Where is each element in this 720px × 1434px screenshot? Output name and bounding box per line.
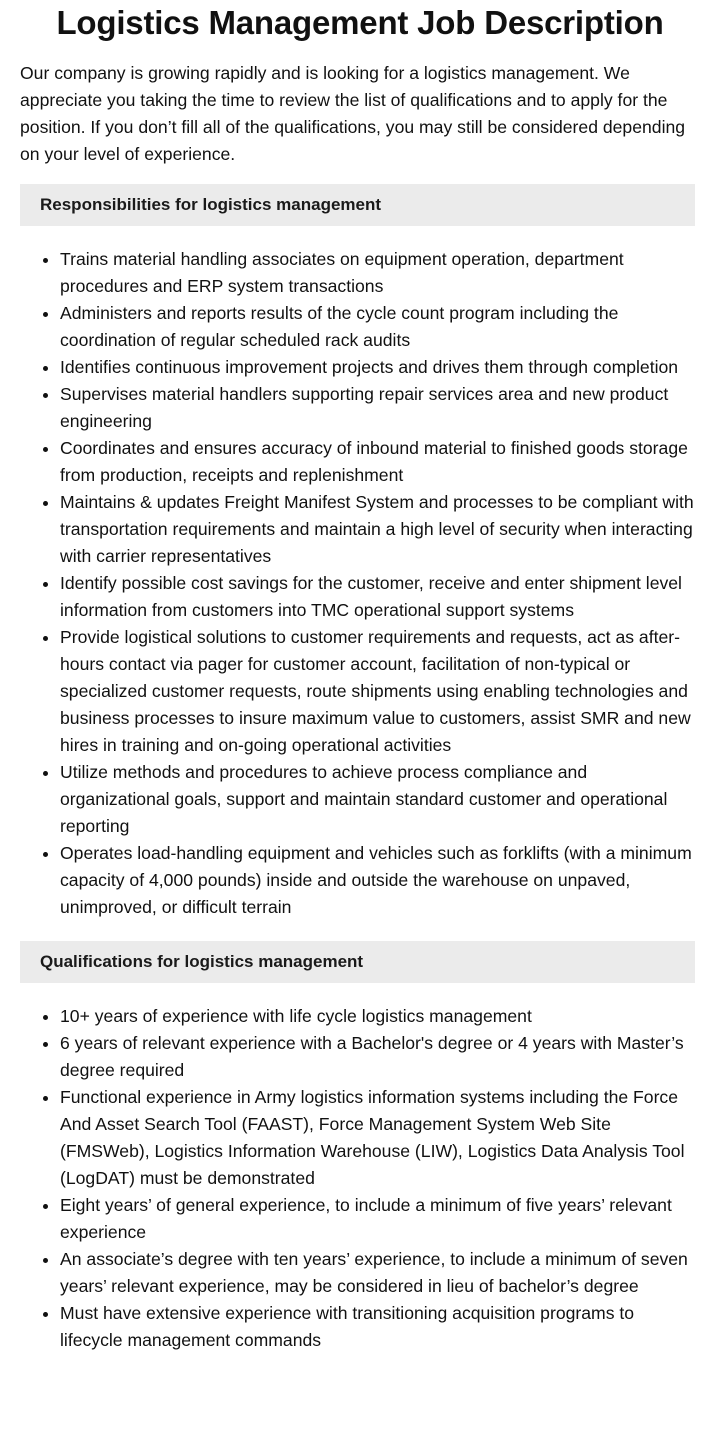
page-title: Logistics Management Job Description <box>56 4 664 41</box>
list-item: • Supervises material handlers supporting repair services area and new product engineering <box>60 381 700 435</box>
list-item: • Eight years’ of general experience, to include a minimum of five years’ relevant experience <box>60 1192 700 1246</box>
list-item: • 6 years of relevant experience with a Bachelor's degree or 4 years with Master’s degree required <box>60 1030 700 1084</box>
list-item: • Provide logistical solutions to customer requirements and requests, act as after-hours contact via pager for customer account, facilitation of non-typical or specialized customer requests, route shipments using enabling technologies and business processes to insure maximum value to customers, assist SMR and new hires in training and on-going operational activities <box>60 624 700 759</box>
responsibilities-list <box>20 246 700 921</box>
list-item: • 10+ years of experience with life cycle logistics management <box>60 1003 700 1030</box>
list-item: • Functional experience in Army logistics information systems including the Force And Asset Search Tool (FAAST), Force Management System Web Site (FMSWeb), Logistics Information Warehouse (LIW), Logistics Data Analysis Tool (LogDAT) must be demonstrated <box>60 1084 700 1192</box>
list-item: • An associate’s degree with ten years’ experience, to include a minimum of seven years’ relevant experience, may be considered in lieu of bachelor’s degree <box>60 1246 700 1300</box>
list-item: • Maintains & updates Freight Manifest System and processes to be compliant with transportation requirements and maintain a high level of security when interacting with carrier representatives <box>60 489 700 570</box>
list-item: • Identify possible cost savings for the customer, receive and enter shipment level information from customers into TMC operational support systems <box>60 570 700 624</box>
list-item: • Trains material handling associates on equipment operation, department procedures and ERP system transactions <box>60 246 700 300</box>
list-item: • Identifies continuous improvement projects and drives them through completion <box>60 354 700 381</box>
qualifications-heading: Qualifications for logistics management <box>20 941 695 983</box>
list-item: • Must have extensive experience with transitioning acquisition programs to lifecycle management commands <box>60 1300 700 1354</box>
responsibilities-heading: Responsibilities for logistics management <box>20 184 695 226</box>
list-item: • Operates load-handling equipment and vehicles such as forklifts (with a minimum capacity of 4,000 pounds) inside and outside the warehouse on unpaved, unimproved, or difficult terrain <box>60 840 700 921</box>
list-item: • Administers and reports results of the cycle count program including the coordination of regular scheduled rack audits <box>60 300 700 354</box>
list-item: • Utilize methods and procedures to achieve process compliance and organizational goals, support and maintain standard customer and operational reporting <box>60 759 700 840</box>
intro-paragraph: Our company is growing rapidly and is looking for a logistics management. We appreciate you taking the time to review the list of qualifications and to apply for the position. If you don’t fill all of the qualifications, you may still be considered depending on your level of experience. <box>20 63 686 164</box>
qualifications-list <box>20 1003 700 1354</box>
list-item: • Coordinates and ensures accuracy of inbound material to finished goods storage from production, receipts and replenishment <box>60 435 700 489</box>
